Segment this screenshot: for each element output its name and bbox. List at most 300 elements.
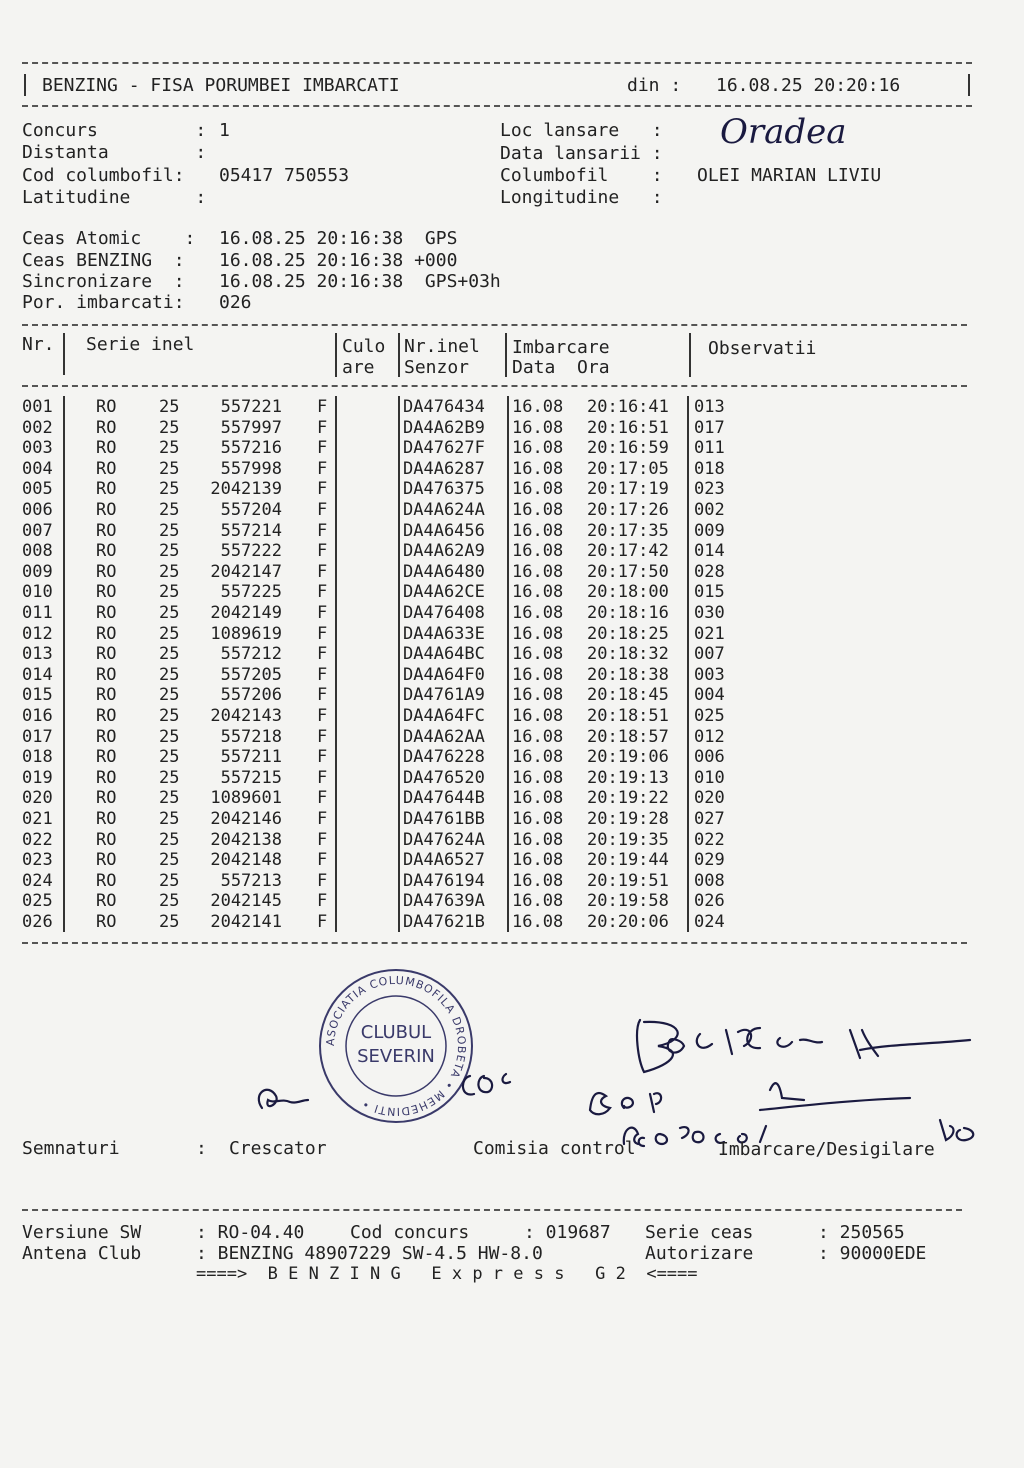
row-date: 16.08	[512, 726, 564, 747]
row-year: 25	[159, 726, 180, 747]
row-year: 25	[159, 767, 180, 788]
sincronizare-value: 16.08.25 20:16:38 GPS+03h	[219, 271, 501, 292]
col-header-serie: Serie inel	[86, 334, 195, 355]
table-row	[0, 418, 1024, 439]
row-date: 16.08	[512, 850, 564, 871]
stamp-ring-text: ASOCIATIA COLUMBOFILA DROBETA • MEHEDINTI •	[323, 973, 469, 1119]
row-country: RO	[96, 726, 117, 747]
versiune-sw-value: : RO-04.40	[196, 1222, 305, 1243]
row-observatii: 011	[694, 438, 725, 459]
row-country: RO	[96, 541, 117, 562]
row-country: RO	[96, 829, 117, 850]
col-sep-imbarcare	[689, 333, 691, 377]
row-country: RO	[96, 809, 117, 829]
cod-columbofil-value: 05417 750553	[219, 165, 350, 186]
concurs-value: 1	[219, 120, 230, 141]
row-ring-number: 2042149	[210, 603, 282, 623]
row-nr: 007	[22, 520, 53, 541]
row-time: 20:17:42	[587, 541, 669, 562]
row-date: 16.08	[512, 644, 564, 665]
row-sex: F	[317, 520, 328, 541]
latitudine-label: Latitudine :	[22, 187, 207, 208]
row-observatii: 018	[694, 458, 725, 479]
autorizare-value: : 90000EDE	[818, 1243, 927, 1264]
row-sex: F	[317, 397, 328, 417]
row-time: 20:18:32	[587, 644, 669, 665]
row-sensor: DA476520	[403, 767, 485, 788]
row-country: RO	[96, 870, 117, 891]
row-observatii: 009	[694, 520, 725, 541]
row-sensor: DA4A6480	[403, 561, 485, 582]
table-row	[0, 500, 1024, 521]
comisia-control-label: Comisia control	[473, 1138, 636, 1159]
row-date: 16.08	[512, 809, 564, 829]
row-observatii: 003	[694, 664, 725, 685]
row-sex: F	[317, 747, 328, 768]
row-country: RO	[96, 500, 117, 520]
col-header-nrinel-1: Nr.inel	[404, 336, 480, 357]
col-header-culoare-1: Culo	[342, 336, 386, 357]
row-nr: 018	[22, 747, 53, 768]
row-observatii: 006	[694, 747, 725, 768]
row-year: 25	[159, 850, 180, 871]
col-header-imbarcare-1: Imbarcare	[512, 337, 610, 358]
ceas-atomic-value: 16.08.25 20:16:38 GPS	[219, 228, 458, 249]
row-country: RO	[96, 603, 117, 623]
row-date: 16.08	[512, 561, 564, 582]
row-country: RO	[96, 850, 117, 871]
row-ring-number: 557221	[220, 397, 282, 417]
row-sensor: DA4A624A	[403, 500, 485, 520]
row-nr: 004	[22, 458, 53, 479]
row-year: 25	[159, 788, 180, 809]
row-ring-number: 557204	[220, 500, 282, 520]
row-sex: F	[317, 561, 328, 582]
row-time: 20:18:00	[587, 582, 669, 603]
row-nr: 022	[22, 829, 53, 850]
row-date: 16.08	[512, 541, 564, 562]
table-top-rule	[22, 324, 967, 326]
row-time: 20:19:13	[587, 767, 669, 788]
pigeon-table-body	[0, 397, 1024, 937]
row-nr: 012	[22, 623, 53, 644]
table-row	[0, 706, 1024, 727]
row-observatii: 021	[694, 623, 725, 644]
row-year: 25	[159, 479, 180, 500]
table-row	[0, 912, 1024, 933]
row-ring-number: 557213	[220, 870, 282, 891]
row-country: RO	[96, 912, 117, 932]
row-ring-number: 2042147	[210, 561, 282, 582]
row-country: RO	[96, 788, 117, 809]
row-sensor: DA4A62CE	[403, 582, 485, 603]
benzing-express-banner: ====> B E N Z I N G E x p r e s s G 2 <====	[196, 1264, 698, 1284]
ceas-benzing-value: 16.08.25 20:16:38 +000	[219, 250, 458, 271]
col-header-nr: Nr.	[22, 334, 55, 355]
row-ring-number: 557206	[220, 685, 282, 706]
row-year: 25	[159, 706, 180, 726]
row-sensor: DA47627F	[403, 438, 485, 459]
header-rule	[22, 105, 972, 107]
row-nr: 014	[22, 664, 53, 685]
row-ring-number: 557205	[220, 664, 282, 685]
row-sensor: DA4A6527	[403, 850, 485, 871]
row-sex: F	[317, 870, 328, 891]
row-date: 16.08	[512, 500, 564, 520]
versiune-sw-label: Versiune SW	[22, 1222, 142, 1243]
row-nr: 016	[22, 706, 53, 726]
row-time: 20:19:44	[587, 850, 669, 871]
row-observatii: 012	[694, 726, 725, 747]
row-country: RO	[96, 397, 117, 417]
table-row	[0, 665, 1024, 686]
footer-rule	[22, 1209, 962, 1211]
row-year: 25	[159, 458, 180, 479]
row-nr: 017	[22, 726, 53, 747]
row-date: 16.08	[512, 664, 564, 685]
row-nr: 002	[22, 417, 53, 438]
row-time: 20:18:25	[587, 623, 669, 644]
row-sex: F	[317, 644, 328, 665]
row-nr: 020	[22, 788, 53, 809]
row-ring-number: 2042145	[210, 891, 282, 912]
cod-concurs-label: Cod concurs	[350, 1222, 470, 1243]
row-country: RO	[96, 706, 117, 726]
table-row	[0, 747, 1024, 768]
row-country: RO	[96, 747, 117, 768]
row-year: 25	[159, 500, 180, 520]
row-sex: F	[317, 809, 328, 829]
row-sensor: DA4A62AA	[403, 726, 485, 747]
row-country: RO	[96, 623, 117, 644]
antena-club-label: Antena Club	[22, 1243, 142, 1264]
table-row	[0, 830, 1024, 851]
row-sex: F	[317, 541, 328, 562]
row-sex: F	[317, 623, 328, 644]
row-sensor: DA476408	[403, 603, 485, 623]
row-observatii: 013	[694, 397, 725, 417]
row-nr: 011	[22, 603, 53, 623]
row-sensor: DA47624A	[403, 829, 485, 850]
row-time: 20:18:45	[587, 685, 669, 706]
semnaturi-label: Semnaturi	[22, 1138, 120, 1159]
row-time: 20:19:22	[587, 788, 669, 809]
table-row	[0, 603, 1024, 624]
col-header-nrinel-2: Senzor	[404, 357, 470, 378]
row-country: RO	[96, 438, 117, 459]
row-year: 25	[159, 623, 180, 644]
row-nr: 001	[22, 397, 53, 417]
col-sep-culoare	[398, 333, 400, 377]
table-row	[0, 850, 1024, 871]
row-year: 25	[159, 664, 180, 685]
row-year: 25	[159, 829, 180, 850]
row-sex: F	[317, 912, 328, 932]
row-observatii: 026	[694, 891, 725, 912]
row-time: 20:18:16	[587, 603, 669, 623]
row-sensor: DA4A633E	[403, 623, 485, 644]
row-observatii: 029	[694, 850, 725, 871]
col-header-observatii: Observatii	[708, 338, 817, 359]
row-observatii: 010	[694, 767, 725, 788]
row-ring-number: 557216	[220, 438, 282, 459]
data-lansarii-label: Data lansarii :	[500, 143, 663, 164]
row-time: 20:18:57	[587, 726, 669, 747]
row-year: 25	[159, 541, 180, 562]
row-observatii: 017	[694, 417, 725, 438]
row-time: 20:19:51	[587, 870, 669, 891]
row-sex: F	[317, 767, 328, 788]
row-sensor: DA4A62B9	[403, 417, 485, 438]
row-date: 16.08	[512, 458, 564, 479]
row-sex: F	[317, 500, 328, 520]
row-date: 16.08	[512, 767, 564, 788]
row-sex: F	[317, 479, 328, 500]
row-date: 16.08	[512, 520, 564, 541]
imbarcare-desigilare-label: Imbarcare/Desigilare	[718, 1139, 935, 1160]
col-sep-nr	[63, 333, 65, 375]
table-row	[0, 891, 1024, 912]
row-nr: 026	[22, 912, 53, 932]
row-sex: F	[317, 603, 328, 623]
row-nr: 021	[22, 809, 53, 829]
row-country: RO	[96, 685, 117, 706]
row-sex: F	[317, 582, 328, 603]
row-date: 16.08	[512, 479, 564, 500]
row-time: 20:17:05	[587, 458, 669, 479]
row-ring-number: 557222	[220, 541, 282, 562]
header-din-label: din :	[627, 75, 682, 96]
row-observatii: 022	[694, 829, 725, 850]
table-row	[0, 685, 1024, 706]
table-row	[0, 438, 1024, 459]
table-row	[0, 521, 1024, 542]
row-observatii: 027	[694, 809, 725, 829]
row-time: 20:18:51	[587, 706, 669, 726]
col-header-imbarcare-2: Data Ora	[512, 357, 610, 378]
loc-lansare-handwritten: Oradea	[720, 112, 847, 152]
row-date: 16.08	[512, 685, 564, 706]
row-time: 20:16:51	[587, 417, 669, 438]
row-year: 25	[159, 561, 180, 582]
row-observatii: 025	[694, 706, 725, 726]
row-ring-number: 557225	[220, 582, 282, 603]
row-year: 25	[159, 685, 180, 706]
serie-ceas-label: Serie ceas	[645, 1222, 754, 1243]
row-country: RO	[96, 520, 117, 541]
row-observatii: 002	[694, 500, 725, 520]
row-sex: F	[317, 829, 328, 850]
distanta-label: Distanta :	[22, 142, 207, 163]
row-ring-number: 2042143	[210, 706, 282, 726]
row-country: RO	[96, 458, 117, 479]
row-date: 16.08	[512, 438, 564, 459]
row-ring-number: 557218	[220, 726, 282, 747]
top-rule	[22, 62, 972, 64]
row-time: 20:17:19	[587, 479, 669, 500]
row-sex: F	[317, 664, 328, 685]
row-sensor: DA47644B	[403, 788, 485, 809]
signatures-handwriting	[240, 990, 1010, 1150]
row-sensor: DA476375	[403, 479, 485, 500]
table-row	[0, 541, 1024, 562]
row-date: 16.08	[512, 397, 564, 417]
row-date: 16.08	[512, 829, 564, 850]
header-right-bar	[968, 74, 970, 96]
row-sensor: DA47639A	[403, 891, 485, 912]
row-observatii: 004	[694, 685, 725, 706]
row-nr: 015	[22, 685, 53, 706]
row-sex: F	[317, 706, 328, 726]
row-date: 16.08	[512, 747, 564, 768]
row-nr: 023	[22, 850, 53, 871]
row-sensor: DA4A64F0	[403, 664, 485, 685]
row-ring-number: 557214	[220, 520, 282, 541]
row-observatii: 023	[694, 479, 725, 500]
row-time: 20:20:06	[587, 912, 669, 932]
table-row	[0, 871, 1024, 892]
stamp-line-2: SEVERIN	[357, 1046, 435, 1067]
row-year: 25	[159, 520, 180, 541]
stamp-line-1: CLUBUL	[360, 1022, 432, 1043]
row-nr: 025	[22, 891, 53, 912]
row-sensor: DA47621B	[403, 912, 485, 932]
row-sensor: DA4761A9	[403, 685, 485, 706]
cod-columbofil-label: Cod columbofil:	[22, 165, 185, 186]
row-nr: 003	[22, 438, 53, 459]
table-row	[0, 727, 1024, 748]
row-date: 16.08	[512, 582, 564, 603]
row-observatii: 014	[694, 541, 725, 562]
table-row	[0, 624, 1024, 645]
row-ring-number: 1089601	[210, 788, 282, 809]
autorizare-label: Autorizare	[645, 1243, 754, 1264]
table-row	[0, 644, 1024, 665]
header-left-bar	[24, 74, 26, 96]
crescator-label: Crescator	[229, 1138, 327, 1159]
row-sex: F	[317, 438, 328, 459]
row-year: 25	[159, 809, 180, 829]
table-header-rule	[22, 385, 967, 387]
table-row	[0, 397, 1024, 418]
por-imbarcati-value: 026	[219, 292, 252, 313]
row-observatii: 024	[694, 912, 725, 932]
row-year: 25	[159, 870, 180, 891]
row-ring-number: 2042146	[210, 809, 282, 829]
row-country: RO	[96, 479, 117, 500]
row-sensor: DA4A64FC	[403, 706, 485, 726]
row-year: 25	[159, 397, 180, 417]
row-ring-number: 1089619	[210, 623, 282, 644]
row-nr: 009	[22, 561, 53, 582]
columbofil-value: OLEI MARIAN LIVIU	[697, 165, 882, 186]
row-time: 20:19:58	[587, 891, 669, 912]
row-time: 20:16:59	[587, 438, 669, 459]
row-sex: F	[317, 458, 328, 479]
row-sensor: DA4A64BC	[403, 644, 485, 665]
table-row	[0, 562, 1024, 583]
table-row	[0, 788, 1024, 809]
row-country: RO	[96, 891, 117, 912]
sincronizare-label: Sincronizare :	[22, 271, 185, 292]
row-sensor: DA476434	[403, 397, 485, 417]
row-nr: 006	[22, 500, 53, 520]
row-time: 20:19:06	[587, 747, 669, 768]
row-observatii: 008	[694, 870, 725, 891]
row-country: RO	[96, 582, 117, 603]
row-ring-number: 2042141	[210, 912, 282, 932]
row-observatii: 007	[694, 644, 725, 665]
row-nr: 005	[22, 479, 53, 500]
row-sex: F	[317, 788, 328, 809]
table-row	[0, 459, 1024, 480]
row-time: 20:17:35	[587, 520, 669, 541]
row-year: 25	[159, 417, 180, 438]
row-ring-number: 2042148	[210, 850, 282, 871]
row-time: 20:17:50	[587, 561, 669, 582]
row-sex: F	[317, 417, 328, 438]
row-date: 16.08	[512, 623, 564, 644]
longitudine-label: Longitudine :	[500, 187, 663, 208]
serie-ceas-value: : 250565	[818, 1222, 905, 1243]
row-ring-number: 2042139	[210, 479, 282, 500]
row-sensor: DA476228	[403, 747, 485, 768]
col-sep-nrinel	[505, 333, 507, 377]
row-country: RO	[96, 644, 117, 665]
row-country: RO	[96, 767, 117, 788]
row-sensor: DA476194	[403, 870, 485, 891]
row-observatii: 015	[694, 582, 725, 603]
table-row	[0, 582, 1024, 603]
col-header-culoare-2: are	[342, 357, 375, 378]
ceas-atomic-label: Ceas Atomic :	[22, 228, 196, 249]
row-time: 20:16:41	[587, 397, 669, 417]
row-ring-number: 557212	[220, 644, 282, 665]
row-nr: 019	[22, 767, 53, 788]
row-date: 16.08	[512, 891, 564, 912]
row-year: 25	[159, 912, 180, 932]
row-time: 20:18:38	[587, 664, 669, 685]
row-ring-number: 2042138	[210, 829, 282, 850]
table-row	[0, 479, 1024, 500]
table-row	[0, 809, 1024, 830]
row-sex: F	[317, 850, 328, 871]
row-country: RO	[96, 664, 117, 685]
row-nr: 008	[22, 541, 53, 562]
row-sex: F	[317, 726, 328, 747]
row-sex: F	[317, 891, 328, 912]
row-sensor: DA4A6456	[403, 520, 485, 541]
row-country: RO	[96, 417, 117, 438]
header-datetime: 16.08.25 20:20:16	[716, 75, 901, 96]
row-country: RO	[96, 561, 117, 582]
table-row	[0, 768, 1024, 789]
por-imbarcati-label: Por. imbarcati:	[22, 292, 185, 313]
row-time: 20:19:28	[587, 809, 669, 829]
row-nr: 013	[22, 644, 53, 665]
row-ring-number: 557215	[220, 767, 282, 788]
row-date: 16.08	[512, 870, 564, 891]
concurs-label: Concurs :	[22, 120, 207, 141]
row-nr: 010	[22, 582, 53, 603]
row-year: 25	[159, 891, 180, 912]
row-year: 25	[159, 644, 180, 665]
row-sex: F	[317, 685, 328, 706]
row-year: 25	[159, 747, 180, 768]
row-sensor: DA4A62A9	[403, 541, 485, 562]
row-time: 20:17:26	[587, 500, 669, 520]
loc-lansare-label: Loc lansare :	[500, 120, 663, 141]
